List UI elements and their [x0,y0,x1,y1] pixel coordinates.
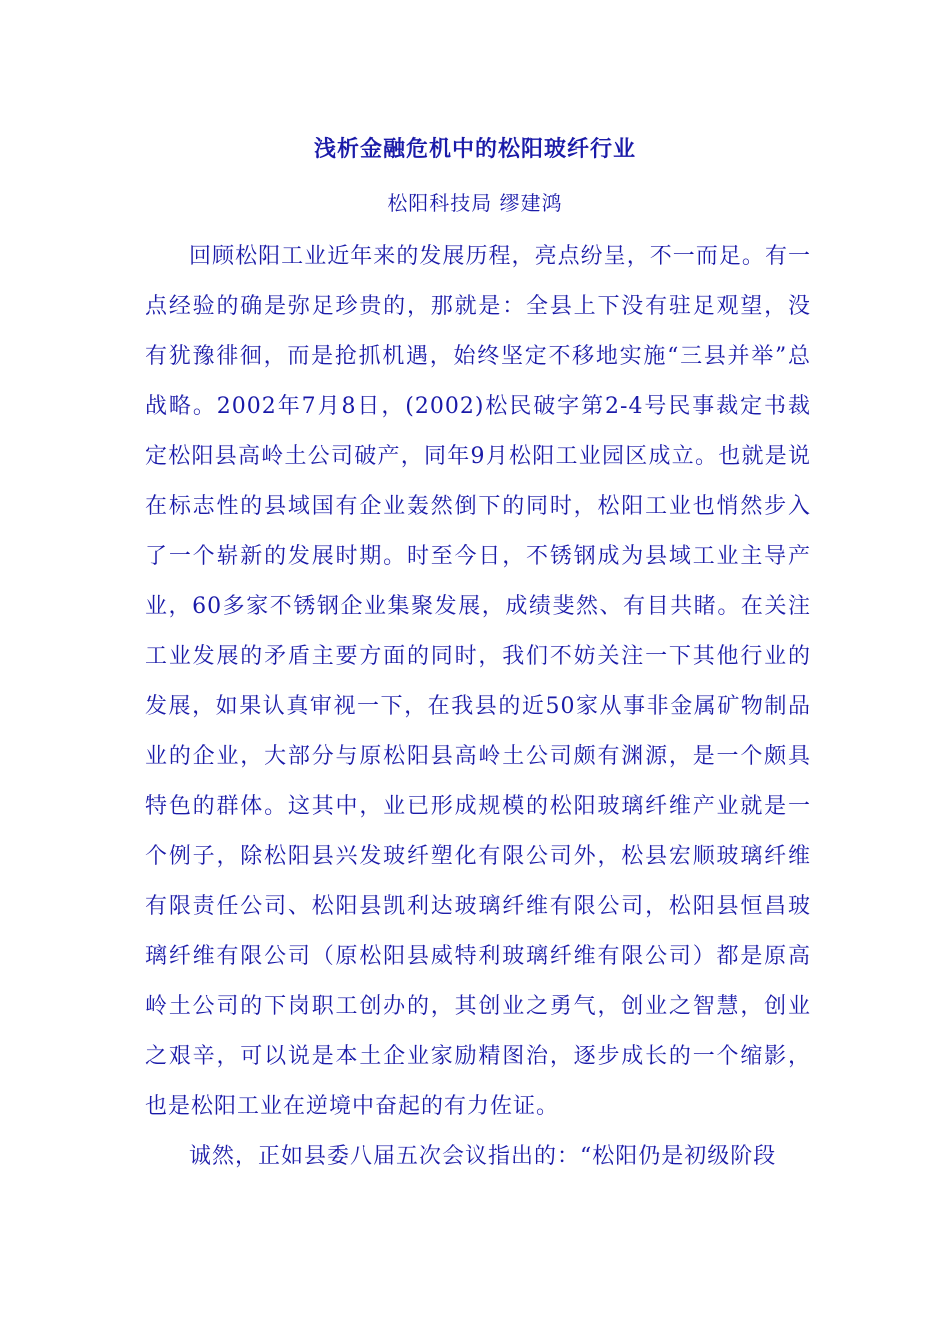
paragraph-2: 诚然，正如县委八届五次会议指出的：“松阳仍是初级阶段 [189,1144,777,1169]
document-title: 浅析金融危机中的松阳玻纤行业 [313,136,636,162]
document-author: 松阳科技局 缪建鸿 [387,191,563,215]
paragraph-1: 回顾松阳工业近年来的发展历程，亮点纷呈，不一而足。有一点经验的确是弥足珍贵的，那就是：全县上下没有驻足观望，没有犹豫徘徊，而是抢抓机遇，始终坚定不移地实施“三县并举”总战略。2002年7月8日，(2002)松民破字第2-4号民事裁定书裁定松阳县高岭土公司破产，同年9月松阳工业园区成立。也就是说在标志性的县域国有企业轰然倒下的同时，松阳工业也悄然步入了一个崭新的发展时期。时至今日，不锈钢成为县域工业主导产业，60多家不锈钢企业集聚发展，成绩斐然、有目共睹。在关注工业发展的矛盾主要方面的同时，我们不妨关注一下其他行业的发展，如果认真审视一下，在我县的近50家从事非金属矿物制品业的企业，大部分与原松阳县高岭土公司颇有渊源，是一个颇具特色的群体。这其中，业已形成规模的松阳玻璃纤维产业就是一个例子，除松阳县兴发玻纤塑化有限公司外，松县宏顺玻璃纤维有限责任公司、松阳县凯利达玻璃纤维有限公司，松阳县恒昌玻璃纤维有限公司（原松阳县威特利玻璃纤维有限公司）都是原高岭土公司的下岗职工创办的，其创业之勇气，创业之智慧，创业之艰辛，可以说是本土企业家励精图治，逐步成长的一个缩影，也是松阳工业在逆境中奋起的有力佐证。 [145,244,811,1119]
document-body [145,232,811,1182]
